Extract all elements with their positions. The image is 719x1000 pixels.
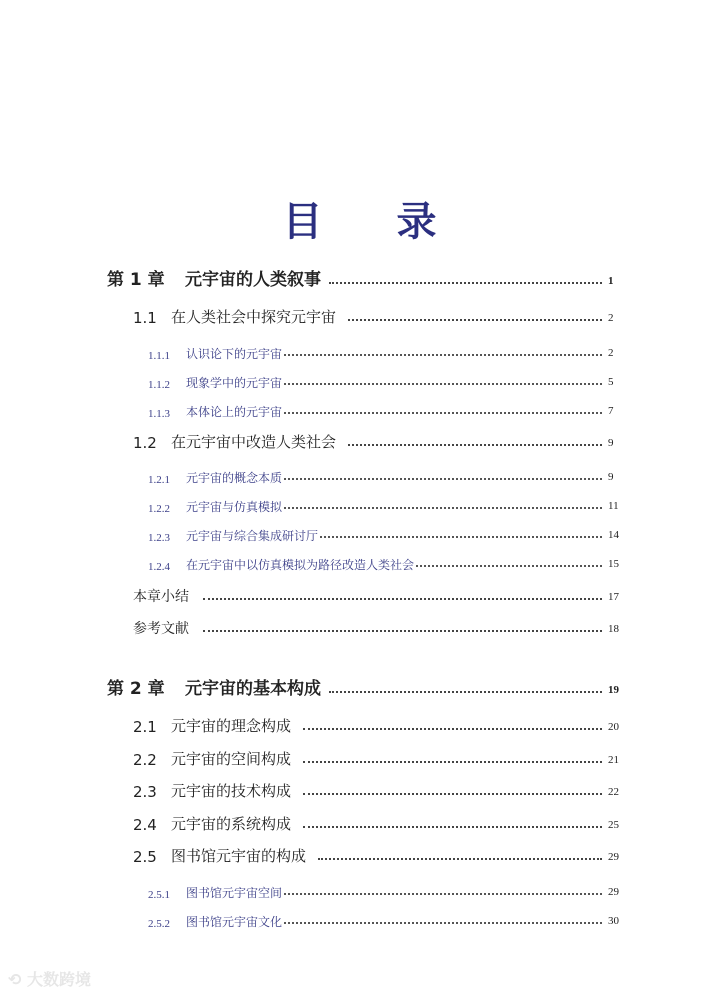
entry-page-number: 2 <box>608 347 614 359</box>
entry-title: 元宇宙的基本构成 <box>185 679 321 699</box>
entry-title: 元宇宙的系统构成 <box>171 815 292 833</box>
entry-title: 图书馆元宇宙空间 <box>186 886 283 900</box>
entry-number: 2.1 <box>133 718 157 736</box>
dot-leader <box>303 728 602 730</box>
entry-number: 1.1.2 <box>148 379 170 391</box>
entry-number: 第 2 章 <box>107 679 165 699</box>
entry-number: 1.2.1 <box>148 474 170 486</box>
dot-leader <box>416 565 602 567</box>
toc-entry-sub[interactable] <box>0 367 719 391</box>
toc-entry-chapter[interactable] <box>0 266 719 290</box>
entry-title: 元宇宙的人类叙事 <box>185 270 321 290</box>
entry-title: 现象学中的元宇宙 <box>186 376 283 390</box>
entry-number: 2.5.2 <box>148 918 170 930</box>
entry-title: 在元宇宙中以仿真模拟为路径改造人类社会 <box>186 558 415 572</box>
entry-page-number: 1 <box>608 275 614 287</box>
dot-leader <box>303 761 602 763</box>
entry-page-number: 29 <box>608 851 619 863</box>
entry-page-number: 2 <box>608 312 614 324</box>
toc-entry-section[interactable] <box>0 712 719 736</box>
entry-page-number: 11 <box>608 500 619 512</box>
entry-page-number: 19 <box>608 684 619 696</box>
entry-page-number: 18 <box>608 623 619 635</box>
dot-leader <box>348 319 602 321</box>
toc-entry-sub[interactable] <box>0 549 719 573</box>
entry-page-number: 30 <box>608 915 619 927</box>
entry-title: 在元宇宙中改造人类社会 <box>171 433 337 451</box>
page-title: 目 录 <box>282 199 467 245</box>
dot-leader <box>348 444 602 446</box>
toc-entry-section[interactable] <box>0 745 719 769</box>
entry-number: 1.2.3 <box>148 532 170 544</box>
entry-title: 元宇宙的概念本质 <box>186 471 283 485</box>
entry-number: 1.1 <box>133 309 157 327</box>
entry-number: 1.2.2 <box>148 503 170 515</box>
dot-leader <box>329 282 602 284</box>
watermark-logo: ⟲ 大数跨境 <box>8 970 91 989</box>
entry-page-number: 14 <box>608 529 619 541</box>
dot-leader <box>284 412 602 414</box>
entry-number: 2.2 <box>133 751 157 769</box>
entry-title: 元宇宙的理念构成 <box>171 717 292 735</box>
dot-leader <box>203 630 602 632</box>
entry-number: 2.5.1 <box>148 889 170 901</box>
toc-entry-sub[interactable] <box>0 338 719 362</box>
entry-page-number: 9 <box>608 471 614 483</box>
entry-page-number: 29 <box>608 886 619 898</box>
dot-leader <box>284 507 602 509</box>
toc-entry-chapter[interactable] <box>0 675 719 699</box>
dot-leader <box>320 536 602 538</box>
entry-page-number: 15 <box>608 558 619 570</box>
watermark-text: 大数跨境 <box>26 970 91 989</box>
entry-title: 图书馆元宇宙文化 <box>186 915 283 929</box>
toc-entry-section[interactable] <box>0 842 719 866</box>
toc-entry-sub[interactable] <box>0 520 719 544</box>
toc-entry-section[interactable] <box>0 810 719 834</box>
entry-page-number: 17 <box>608 591 619 603</box>
dot-leader <box>303 826 602 828</box>
toc-entry-sub[interactable] <box>0 906 719 930</box>
entry-title: 认识论下的元宇宙 <box>186 347 283 361</box>
entry-title: 本体论上的元宇宙 <box>186 405 283 419</box>
toc-entry-section[interactable] <box>0 428 719 452</box>
entry-title: 本章小结 <box>133 589 189 605</box>
entry-number: 2.3 <box>133 783 157 801</box>
entry-title: 元宇宙的技术构成 <box>171 782 292 800</box>
entry-page-number: 20 <box>608 721 619 733</box>
entry-title: 元宇宙与综合集成研讨厅 <box>186 529 319 543</box>
entry-title: 参考文献 <box>133 621 189 637</box>
entry-page-number: 7 <box>608 405 614 417</box>
toc-entry-sub[interactable] <box>0 462 719 486</box>
entry-number: 第 1 章 <box>107 270 165 290</box>
dot-leader <box>284 922 602 924</box>
dot-leader <box>284 893 602 895</box>
dot-leader <box>284 354 602 356</box>
entry-title: 元宇宙的空间构成 <box>171 750 292 768</box>
dot-leader <box>329 691 602 693</box>
entry-page-number: 22 <box>608 786 619 798</box>
dot-leader <box>284 383 602 385</box>
entry-title: 元宇宙与仿真模拟 <box>186 500 283 514</box>
entry-number: 1.2.4 <box>148 561 170 573</box>
entry-page-number: 21 <box>608 754 619 766</box>
dot-leader <box>303 793 602 795</box>
toc-entry-sub[interactable] <box>0 396 719 420</box>
entry-page-number: 5 <box>608 376 614 388</box>
entry-page-number: 9 <box>608 437 614 449</box>
toc-entry-section[interactable] <box>0 777 719 801</box>
toc-entry-section[interactable] <box>0 303 719 327</box>
dot-leader <box>203 598 602 600</box>
toc-entry-sub[interactable] <box>0 491 719 515</box>
entry-page-number: 25 <box>608 819 619 831</box>
entry-number: 1.2 <box>133 434 157 452</box>
entry-title: 在人类社会中探究元宇宙 <box>171 308 337 326</box>
entry-number: 2.5 <box>133 848 157 866</box>
dot-leader <box>318 858 602 860</box>
entry-number: 2.4 <box>133 816 157 834</box>
entry-title: 图书馆元宇宙的构成 <box>171 847 307 865</box>
toc-entry-misc[interactable] <box>0 614 719 638</box>
entry-number: 1.1.1 <box>148 350 170 362</box>
toc-entry-sub[interactable] <box>0 877 719 901</box>
toc-entry-misc[interactable] <box>0 582 719 606</box>
entry-number: 1.1.3 <box>148 408 170 420</box>
dot-leader <box>284 478 602 480</box>
